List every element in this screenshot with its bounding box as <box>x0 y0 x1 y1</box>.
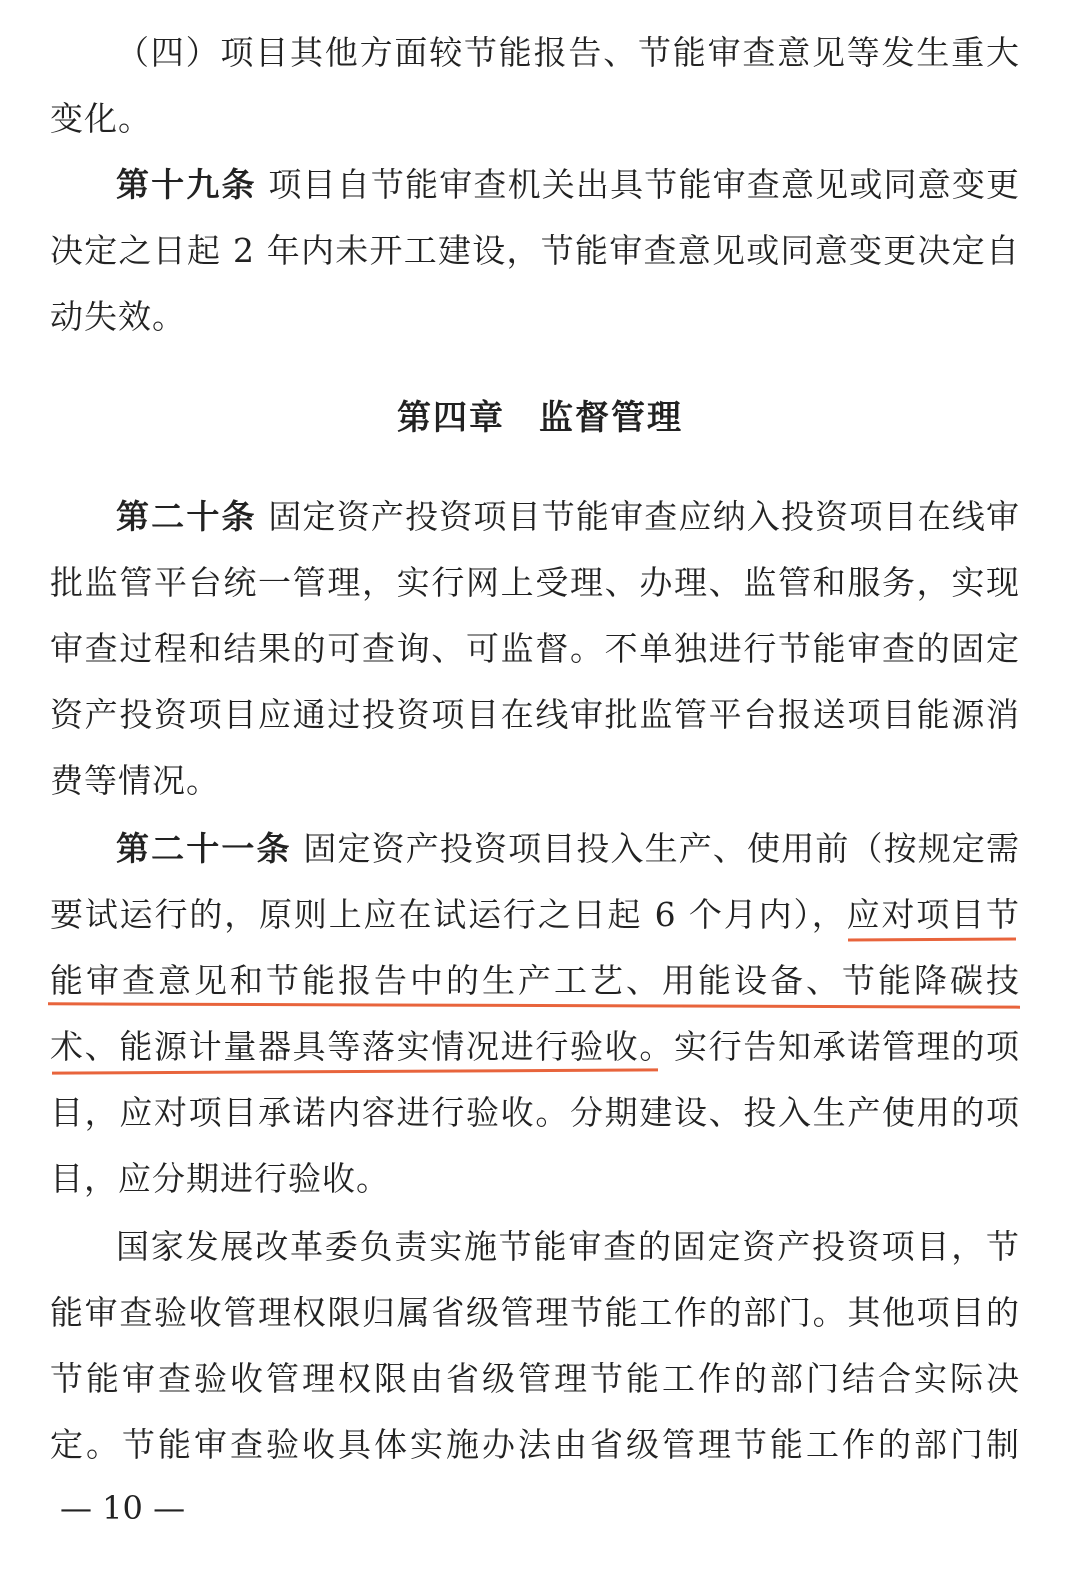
article-20-first-line <box>116 484 1020 550</box>
article-21-heading: 第二十一条 <box>116 829 292 868</box>
chapter-title: 监督管理 <box>539 398 683 438</box>
page-number: — 10 — <box>60 1489 186 1527</box>
paragraph-line: 定。节能审查验收具体实施办法由省级管理节能工作的部门制 <box>50 1425 1020 1464</box>
paragraph-line: 目，应对项目承诺内容进行验收。分期建设、投入生产使用的项 <box>50 1093 1020 1132</box>
article-19-heading: 第十九条 <box>116 165 257 204</box>
paragraph-line: 决定之日起 2 年内未开工建设，节能审查意见或同意变更决定自 <box>50 231 1020 270</box>
chapter-heading <box>0 385 1080 451</box>
article-19-first-line <box>116 152 1020 218</box>
paragraph-line: 固定资产投资项目投入生产、使用前（按规定需 <box>303 829 1021 868</box>
paragraph-line: 项目自节能审查机关出具节能审查意见或同意变更 <box>268 165 1021 204</box>
paragraph-line: 费等情况。 <box>50 761 220 800</box>
paragraph-line: 能审查验收管理权限归属省级管理节能工作的部门。其他项目的 <box>50 1293 1020 1332</box>
paragraph-line: （四）项目其他方面较节能报告、节能审查意见等发生重大 <box>116 33 1020 72</box>
paragraph-line: 变化。 <box>50 99 152 138</box>
paragraph-line: 批监管平台统一管理，实行网上受理、办理、监管和服务，实现 <box>50 563 1020 602</box>
paragraph-line: 目，应分期进行验收。 <box>50 1159 390 1198</box>
paragraph-line: 固定资产投资项目节能审查应纳入投资项目在线审 <box>268 497 1021 536</box>
article-21-first-line <box>116 816 1020 882</box>
article-20-heading: 第二十条 <box>116 497 257 536</box>
paragraph-line: 术、能源计量器具等落实情况进行验收。实行告知承诺管理的项 <box>50 1027 1020 1066</box>
paragraph-line: 资产投资项目应通过投资项目在线审批监管平台报送项目能源消 <box>50 695 1020 734</box>
paragraph-line: 节能审查验收管理权限由省级管理节能工作的部门结合实际决 <box>50 1359 1020 1398</box>
paragraph-line: 要试运行的，原则上应在试运行之日起 6 个月内），应对项目节 <box>50 895 1020 934</box>
paragraph-line: 动失效。 <box>50 297 186 336</box>
paragraph-line: 国家发展改革委负责实施节能审查的固定资产投资项目，节 <box>116 1227 1020 1266</box>
chapter-number: 第四章 <box>397 398 505 438</box>
paragraph-line: 审查过程和结果的可查询、可监督。不单独进行节能审查的固定 <box>50 629 1020 668</box>
paragraph-line: 能审查意见和节能报告中的生产工艺、用能设备、节能降碳技 <box>50 961 1020 1000</box>
